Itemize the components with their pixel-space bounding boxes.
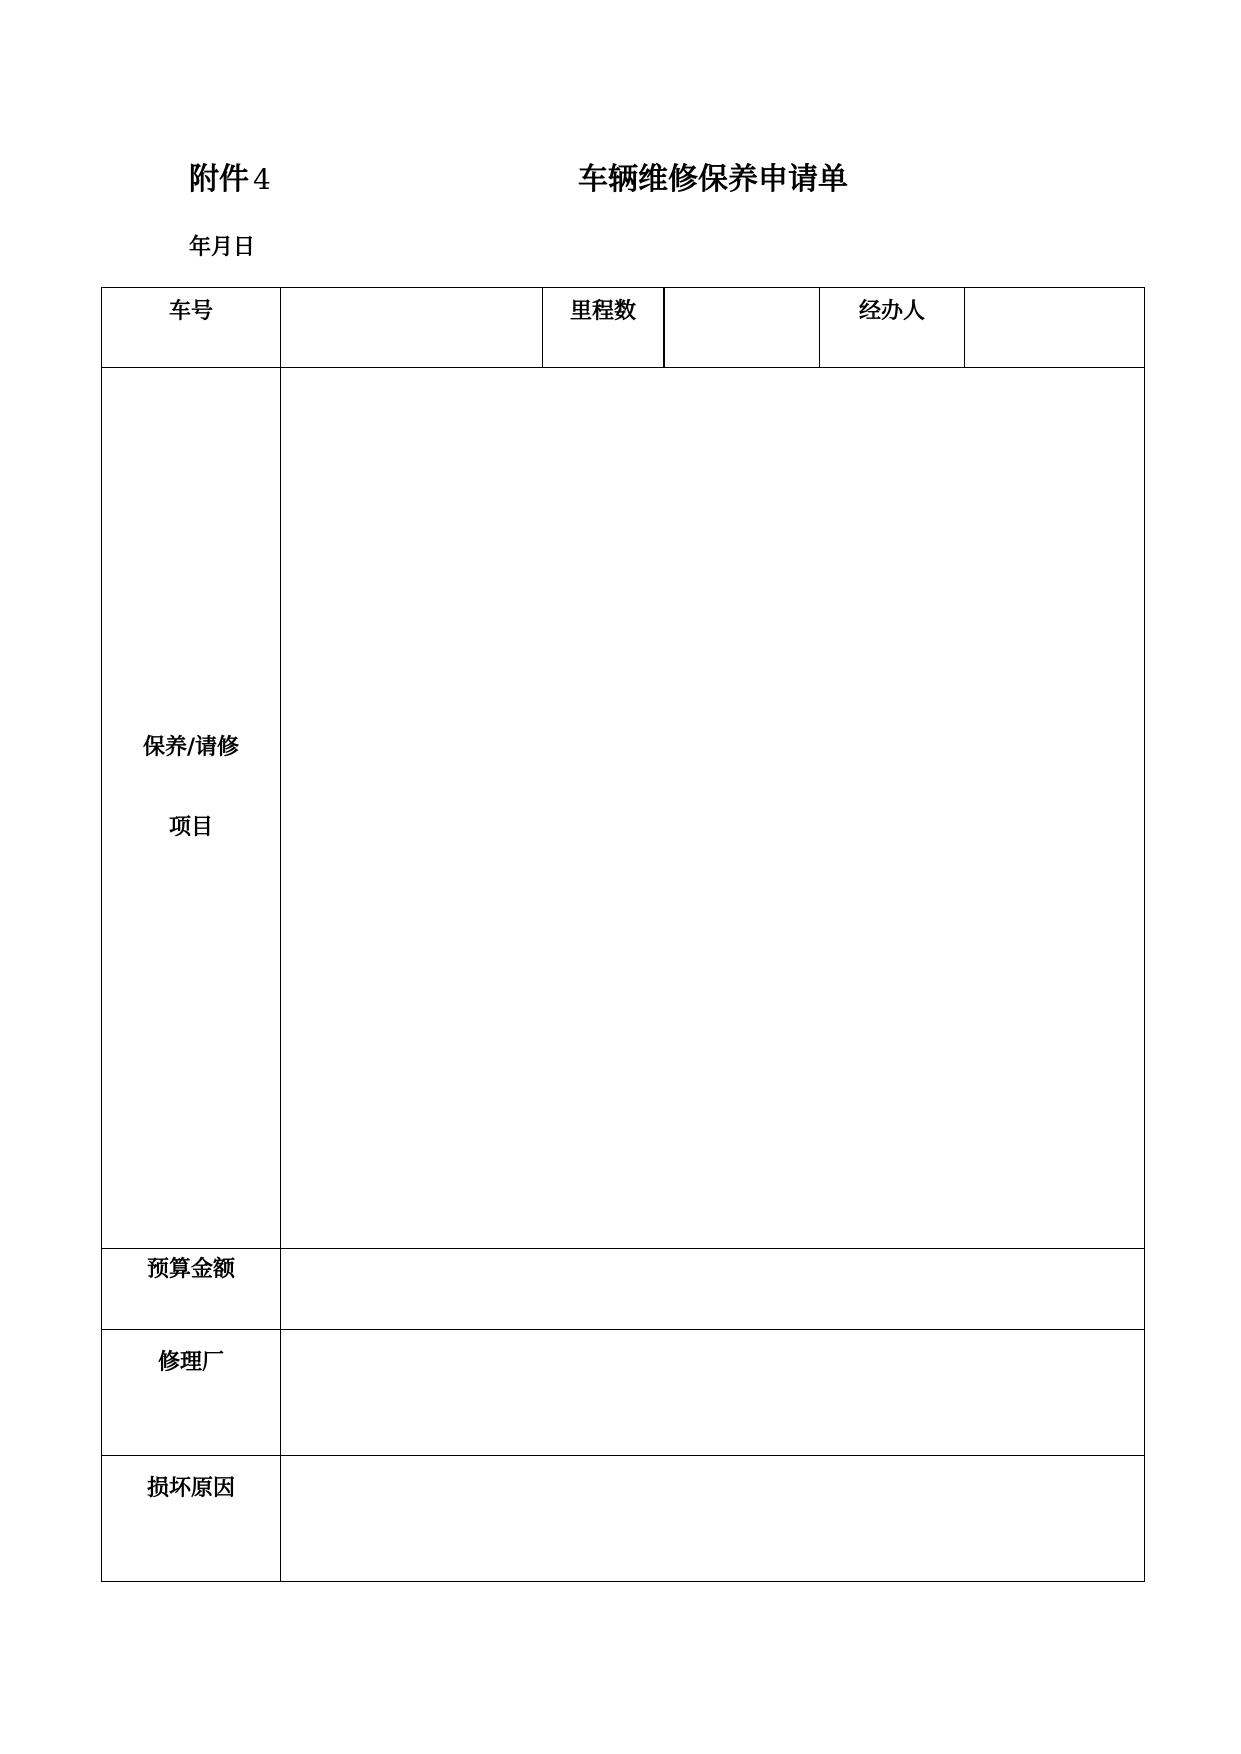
form-title: 车辆维修保养申请单 [578, 162, 848, 197]
row-divider [101, 1248, 1145, 1249]
attachment-heading [189, 160, 271, 200]
handler-field[interactable] [966, 289, 1143, 366]
car-number-label: 车号 [168, 299, 213, 324]
cell-divider [964, 287, 965, 368]
row-divider [101, 1329, 1145, 1330]
row-divider [101, 1455, 1145, 1456]
cell-divider [663, 287, 665, 368]
items-field[interactable] [282, 369, 1143, 1247]
date-label: 年月日 [189, 235, 256, 260]
request-form-table [101, 287, 1145, 1582]
table-border-top [101, 287, 1145, 288]
label-column-divider [280, 287, 281, 1582]
damage-cause-label: 损坏原因 [146, 1476, 235, 1501]
table-border-right [1144, 287, 1145, 1582]
car-number-field[interactable] [282, 289, 541, 366]
row-divider [101, 367, 1145, 368]
attachment-number: 4 [253, 163, 271, 196]
handler-label: 经办人 [858, 299, 925, 324]
budget-label: 预算金额 [146, 1257, 235, 1282]
mileage-field[interactable] [666, 289, 818, 366]
items-label-line2: 项目 [168, 815, 213, 840]
table-border-left [101, 287, 102, 1582]
budget-field[interactable] [282, 1250, 1143, 1328]
items-label-line1: 保养/请修 [142, 735, 240, 760]
mileage-label: 里程数 [569, 299, 636, 324]
repair-shop-label: 修理厂 [157, 1350, 224, 1375]
damage-cause-field[interactable] [282, 1457, 1143, 1580]
attachment-label: 附件 [189, 162, 249, 197]
table-border-bottom [101, 1581, 1145, 1582]
repair-shop-field[interactable] [282, 1331, 1143, 1454]
